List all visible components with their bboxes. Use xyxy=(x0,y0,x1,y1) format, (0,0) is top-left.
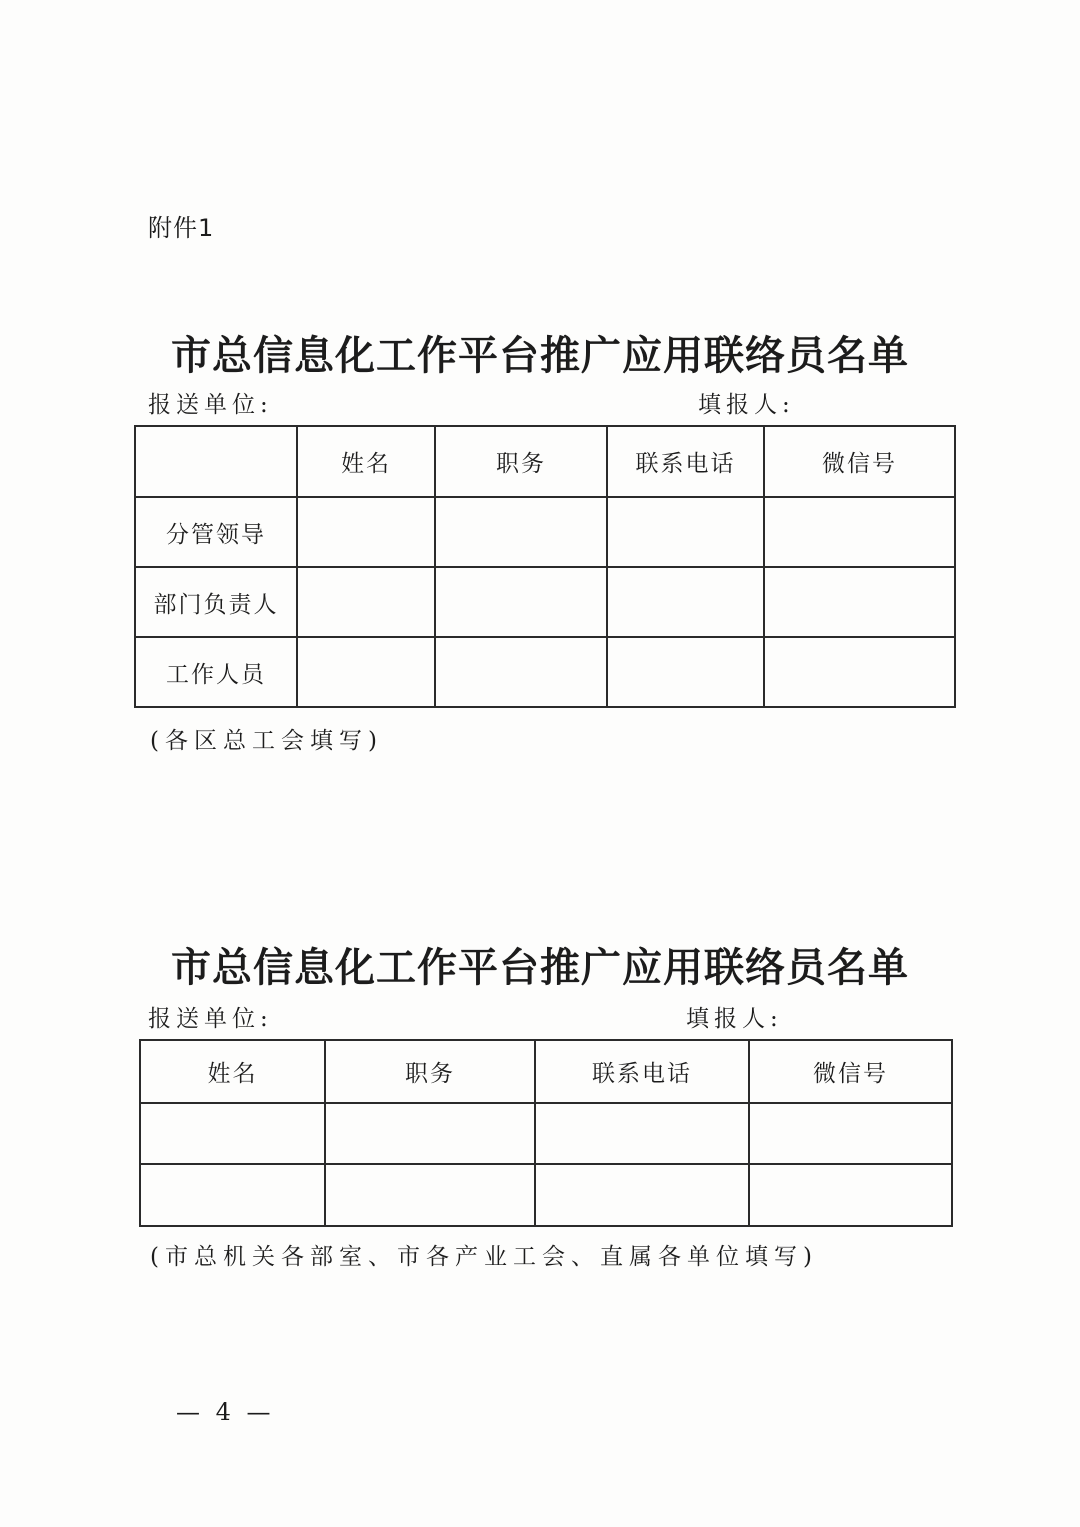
header-cell: 微信号 xyxy=(749,1040,952,1103)
row-label: 分管领导 xyxy=(135,497,297,567)
input-cell[interactable] xyxy=(764,497,955,567)
header-cell: 联系电话 xyxy=(535,1040,749,1103)
form2-note: (市总机关各部室、市各产业工会、直属各单位填写) xyxy=(150,1244,818,1270)
input-cell[interactable] xyxy=(535,1164,749,1226)
input-cell[interactable] xyxy=(297,497,435,567)
form2-title: 市总信息化工作平台推广应用联络员名单 xyxy=(171,944,909,991)
header-cell: 职务 xyxy=(325,1040,535,1103)
input-cell[interactable] xyxy=(297,637,435,707)
input-cell[interactable] xyxy=(435,567,607,637)
table-row xyxy=(140,1164,952,1226)
header-cell xyxy=(135,426,297,497)
input-cell[interactable] xyxy=(607,497,764,567)
row-label: 工作人员 xyxy=(135,637,297,707)
input-cell[interactable] xyxy=(764,567,955,637)
input-cell[interactable] xyxy=(435,497,607,567)
input-cell[interactable] xyxy=(325,1103,535,1164)
form2-filler-label: 填报人: xyxy=(686,1006,783,1032)
form1-table xyxy=(134,425,956,708)
table-header-row xyxy=(135,426,955,497)
input-cell[interactable] xyxy=(764,637,955,707)
form1-note: (各区总工会填写) xyxy=(150,728,383,754)
input-cell[interactable] xyxy=(535,1103,749,1164)
input-cell[interactable] xyxy=(749,1103,952,1164)
form1-title: 市总信息化工作平台推广应用联络员名单 xyxy=(171,332,909,379)
form1-unit-label: 报送单位: xyxy=(148,392,273,418)
attachment-label: 附件1 xyxy=(148,214,215,242)
table-header-row xyxy=(140,1040,952,1103)
table-row xyxy=(135,637,955,707)
header-cell: 微信号 xyxy=(764,426,955,497)
form2-table xyxy=(139,1039,953,1227)
input-cell[interactable] xyxy=(140,1164,325,1226)
header-cell: 联系电话 xyxy=(607,426,764,497)
input-cell[interactable] xyxy=(325,1164,535,1226)
input-cell[interactable] xyxy=(607,637,764,707)
table-row xyxy=(140,1103,952,1164)
table-row xyxy=(135,497,955,567)
row-label: 部门负责人 xyxy=(135,567,297,637)
input-cell[interactable] xyxy=(140,1103,325,1164)
form1-filler-label: 填报人: xyxy=(698,392,795,418)
table-row xyxy=(135,567,955,637)
header-cell: 职务 xyxy=(435,426,607,497)
input-cell[interactable] xyxy=(607,567,764,637)
page-number: — 4 — xyxy=(176,1398,275,1426)
input-cell[interactable] xyxy=(297,567,435,637)
header-cell: 姓名 xyxy=(297,426,435,497)
form2-unit-label: 报送单位: xyxy=(148,1006,273,1032)
input-cell[interactable] xyxy=(749,1164,952,1226)
input-cell[interactable] xyxy=(435,637,607,707)
header-cell: 姓名 xyxy=(140,1040,325,1103)
